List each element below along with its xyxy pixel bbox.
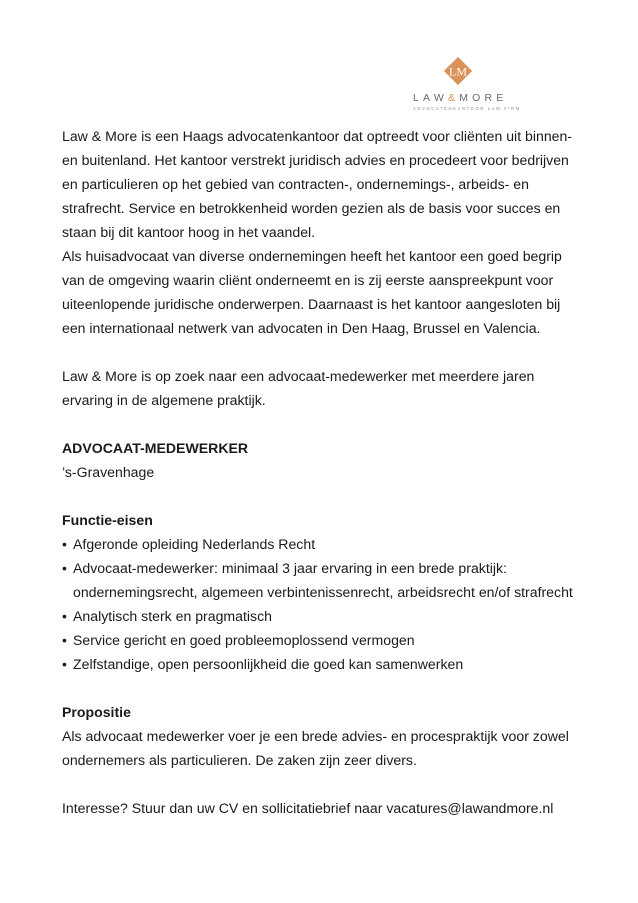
requirement-item (62, 652, 582, 676)
requirement-text: Analytisch sterk en pragmatisch (73, 608, 272, 624)
contact-text: Interesse? Stuur dan uw CV en sollicitatiebrief naar vacatures@lawandmore.nl (62, 800, 554, 816)
logo-tagline: ADVOCATENKANTOOR LAW FIRM (413, 106, 521, 111)
requirement-text: Afgeronde opleiding Nederlands Recht (73, 536, 316, 552)
logo-monogram: LM (449, 64, 467, 79)
bullet-icon: • (62, 560, 67, 576)
job-location: ’s-Gravenhage (62, 464, 155, 480)
requirements-list (62, 532, 582, 676)
requirements-heading: Functie-eisen (62, 512, 153, 528)
logo-word-more: MORE (459, 92, 508, 104)
bullet-icon: • (62, 608, 67, 624)
bullet-icon: • (62, 656, 67, 672)
job-title: ADVOCAAT-MEDEWERKER (62, 440, 249, 456)
requirement-item (62, 556, 582, 604)
requirement-text: Zelfstandige, open persoonlijkheid die goed kan samenwerken (73, 656, 464, 672)
bullet-icon: • (62, 632, 67, 648)
proposition-text: Als advocaat medewerker voer je een brede advies- en procespraktijk voor zowel ondernemers als particulieren. De zaken zijn zeer divers. (62, 728, 569, 768)
search-paragraph: Law & More is op zoek naar een advocaat-medewerker met meerdere jaren ervaring in de algemene praktijk. (62, 368, 535, 408)
company-logo (413, 54, 521, 111)
requirement-text: Advocaat-medewerker: minimaal 3 jaar ervaring in een brede praktijk: ondernemingsrecht, algemeen verbintenissenrecht, arbeidsrecht en/of strafrecht (73, 560, 573, 600)
logo-word-law: LAW (413, 92, 448, 104)
logo-wordmark (413, 92, 508, 104)
intro-paragraph-2: Als huisadvocaat van diverse ondernemingen heeft het kantoor een goed begrip van de omgeving waarin cliënt onderneemt en is zij eerste aanspreekpunt voor uiteenlopende juridische onderwerpen. Daarnaast is het kantoor aangesloten bij een internationaal netwerk van advocaten in Den Haag, Brussel en Valencia. (62, 248, 562, 336)
vacancy-text (62, 124, 582, 820)
requirement-item (62, 532, 582, 556)
requirement-text: Service gericht en goed probleemoplossend vermogen (73, 632, 415, 648)
proposition-heading: Propositie (62, 704, 131, 720)
intro-paragraph-1: Law & More is een Haags advocatenkantoor dat optreedt voor cliënten uit binnen-en buitenland. Het kantoor verstrekt juridisch advies en procedeert voor bedrijven en particulieren op het gebied van contracten-, ondernemings-, arbeids- en strafrecht. Service en betrokkenheid worden gezien als de basis voor succes en staan bij dit kantoor hoog in het vaandel. (62, 128, 573, 240)
requirement-item (62, 604, 582, 628)
lm-monogram-icon (441, 54, 475, 88)
requirement-item (62, 628, 582, 652)
logo-ampersand: & (447, 92, 460, 104)
bullet-icon: • (62, 536, 67, 552)
